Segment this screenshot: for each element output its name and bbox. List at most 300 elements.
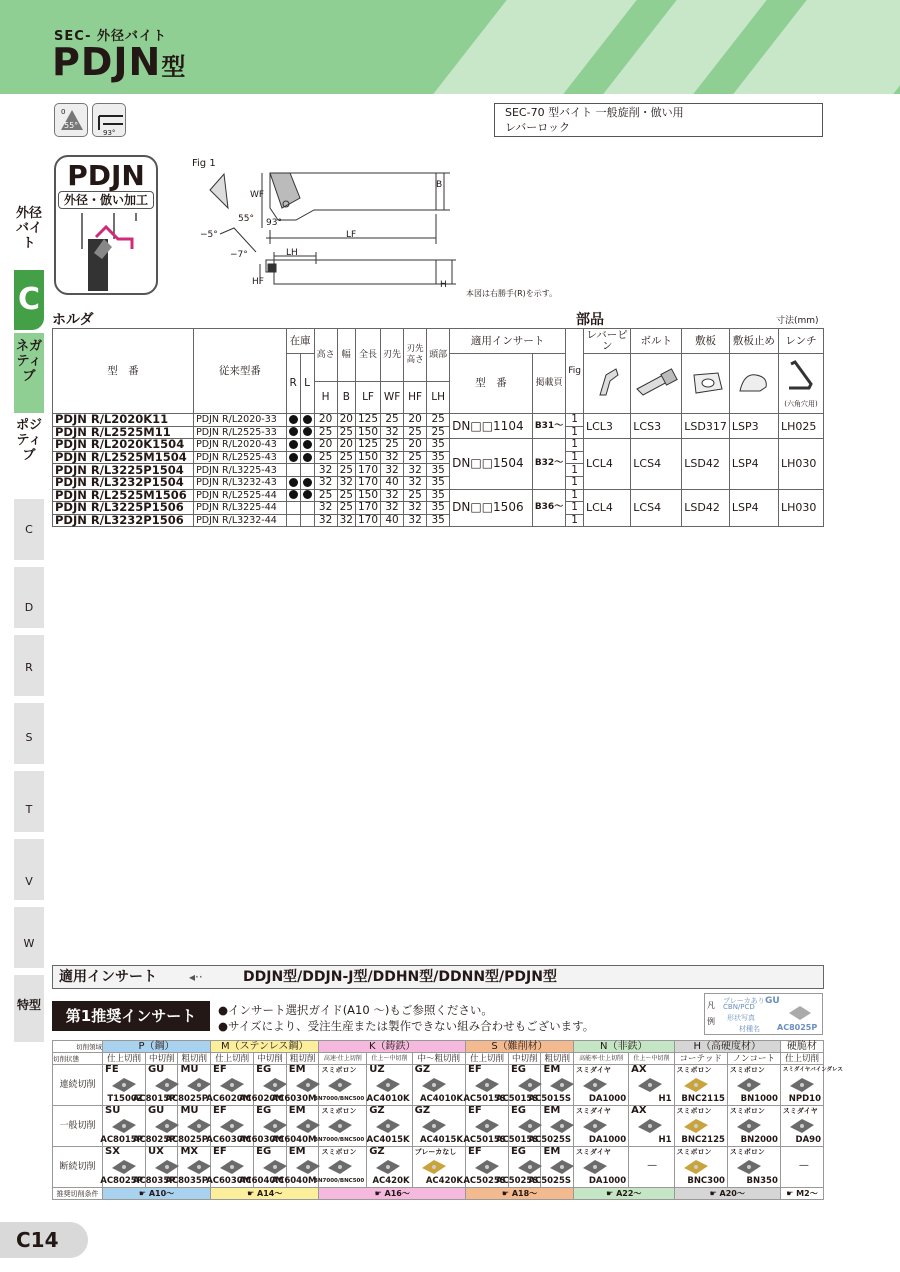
grade-name: AC8035P [132,1176,176,1186]
insert-cell[interactable] [528,1064,574,1106]
cell-lh: 25 [427,426,450,439]
insert-cell[interactable] [727,1065,780,1106]
breaker-code: UZ [369,1064,385,1075]
cell-l [300,451,314,464]
grade-name: BN7000/BNC500 [313,1137,365,1143]
cell-b: 25 [337,426,355,439]
breaker-code: EF [213,1105,227,1116]
cell-lf: 170 [355,514,380,527]
sidebar-special[interactable]: 特型 [14,974,44,1042]
grade-name: AC8025P [165,1094,209,1104]
cutting-range-header: 中切削 [145,1053,178,1065]
cutting-range-header: 中〜粗切削 [412,1053,465,1065]
cell-clamp: LSP4 [729,489,778,527]
sidebar-tab-r[interactable]: R [14,634,44,696]
cell-wf: 25 [381,414,404,427]
series-subtitle: SEC- 外径バイト [54,29,168,44]
grade-name: AC6040M [271,1176,317,1186]
material-header: K（鋳鉄） [319,1041,466,1053]
cell-b: 32 [337,476,355,489]
breaker-code: EF [213,1146,227,1157]
sidebar-tab-v[interactable]: V [14,838,44,900]
insert-cell[interactable] [727,1147,780,1188]
grade-name: AC6040M [238,1176,284,1186]
cell-hf: 25 [404,451,427,464]
cell-h: 25 [314,489,337,502]
cell-h: 32 [314,464,337,477]
breaker-code: MU [180,1064,199,1075]
cell-hf: 20 [404,414,427,427]
cell-l [300,476,314,489]
grade-name: AC6030M [206,1135,252,1145]
breaker-code: — [647,1160,658,1171]
material-header: P（鋼） [103,1041,211,1053]
cell-l [300,502,314,515]
cell-r [286,414,300,427]
insert-photo-icon [789,1117,815,1135]
insert-photo-icon [474,1076,500,1094]
cell-r [286,426,300,439]
cutting-condition-link[interactable]: ☛ A16〜 [319,1188,466,1200]
insert-cell[interactable] [674,1147,727,1188]
grade-name: AC5015S [495,1135,539,1145]
cell-model: PDJN R/L2525M11 [53,426,194,439]
section-holder: ホルダ [52,312,94,328]
cell-page[interactable]: B32〜 [532,439,565,489]
sidebar-positive[interactable]: ポジティブ [15,418,42,463]
cell-old: PDJN R/L2525-33 [194,426,287,439]
approach-93-badge-icon [92,103,126,137]
insert-photo-icon [295,1158,321,1176]
lever-pin-icon [583,354,630,414]
bolt-icon [631,354,682,414]
cell-r [286,476,300,489]
breaker-code: スミボロン [321,1107,357,1115]
cell-hf: 25 [404,426,427,439]
breaker-code: スミボロン [729,1148,765,1156]
sidebar-tab-s[interactable]: S [14,702,44,764]
grade-name: BN7000/BNC500 [313,1178,365,1184]
cell-wf: 25 [381,439,404,452]
dim-55: 55° [238,214,254,224]
insert-cell[interactable] [313,1147,367,1188]
breaker-code: スミボロン [676,1148,712,1156]
insert-cell[interactable] [674,1106,727,1147]
grade-name: AC8025P [132,1135,176,1145]
cell-h: 25 [314,426,337,439]
cell-lf: 125 [355,414,380,427]
cell-old: PDJN R/L3232-43 [194,476,287,489]
sidebar-c-tab[interactable]: C [14,270,44,330]
grade-name: BNC300 [687,1176,725,1186]
insert-cell[interactable] [574,1065,629,1106]
sidebar-negative[interactable]: ネガティブ [14,333,44,413]
insert-cell[interactable] [629,1065,674,1106]
cell-lever: LCL4 [583,439,630,489]
grade-name: AC4015K [366,1135,410,1145]
breaker-code: GU [147,1064,165,1075]
cutting-condition-link[interactable]: ☛ A20〜 [674,1188,780,1200]
insert-photo-icon [421,1076,447,1094]
cutting-condition-link[interactable]: ☛ A10〜 [103,1188,211,1200]
breaker-code: EM [288,1105,306,1116]
stock-dot-icon [303,453,312,462]
cell-model: PDJN R/L2525M1504 [53,451,194,464]
insert-photo-icon [111,1117,137,1135]
cell-h: 25 [314,451,337,464]
stock-dot-icon [303,415,312,424]
grade-name: NPD10 [788,1094,821,1104]
cutting-range-header: 粗切削 [178,1053,211,1065]
grade-name: AC4015K [419,1135,463,1145]
insert-photo-icon [549,1158,575,1176]
breaker-code: スミボロン [729,1066,765,1074]
insert-cell[interactable] [629,1106,674,1147]
insert-photo-icon [683,1117,709,1135]
insert-cell[interactable] [412,1106,465,1147]
cell-page[interactable]: B36〜 [532,489,565,527]
seat-icon [682,354,730,414]
cutting-condition-link[interactable]: ☛ A22〜 [574,1188,675,1200]
cell-l [300,414,314,427]
cell-model: PDJN R/L2525M1506 [53,489,194,502]
cell-lh: 35 [427,489,450,502]
section-parts: 部品 [576,312,604,328]
breaker-code: EG [256,1105,272,1116]
cell-wf: 32 [381,464,404,477]
cell-fig: 1 [566,464,584,477]
cutting-condition-link[interactable]: ☛ A18〜 [466,1188,574,1200]
breaker-code: スミボロン [676,1107,712,1115]
description-box: SEC-70 型バイト 一般旋削・倣い用 レバーロック [494,103,823,137]
cell-hf: 20 [404,439,427,452]
insert-photo-icon [327,1117,353,1135]
grade-name: AC5025S [463,1176,506,1186]
grade-name: AC5025S [528,1135,572,1145]
insert-photo-icon [736,1117,762,1135]
grade-name: AC4010K [366,1094,410,1104]
grade-name: H1 [658,1094,672,1104]
cell-old: PDJN R/L2020-33 [194,414,287,427]
clamp-icon [729,354,778,414]
cell-model: PDJN R/L3232P1506 [53,514,194,527]
page-number: C14 [0,1222,88,1258]
stock-dot-icon [289,427,298,436]
insert-photo-icon [186,1158,212,1176]
stock-dot-icon [303,440,312,449]
cell-r [286,502,300,515]
grade-name: AC5025S [495,1176,539,1186]
grade-name: AC6030M [271,1094,317,1104]
insert-cell[interactable] [367,1106,412,1147]
grade-name: DA1000 [588,1135,627,1145]
grade-name: AC6040M [271,1135,317,1145]
cell-wf: 32 [381,451,404,464]
dim-minus7: −7° [230,250,248,260]
insert-photo-icon [474,1158,500,1176]
cell-h: 32 [314,502,337,515]
cell-r [286,489,300,502]
sidebar-outer-bite[interactable]: 外径バイト [15,206,42,251]
stock-dot-icon [289,490,298,499]
cell-wf: 32 [381,489,404,502]
breaker-code: GZ [369,1105,385,1116]
material-header: S（難削材） [466,1041,574,1053]
cell-b: 25 [337,451,355,464]
breaker-code: スミボロン [729,1107,765,1115]
insert-cell[interactable] [780,1147,823,1188]
page-header [0,0,900,94]
material-header: H（高硬度材） [674,1041,780,1053]
grade-name: BN1000 [740,1094,778,1104]
cell-seat: LSD317 [682,414,730,439]
grade-name: AC5015S [463,1094,506,1104]
cell-old: PDJN R/L3225-43 [194,464,287,477]
cell-seat: LSD42 [682,489,730,527]
insert-cell[interactable] [313,1065,367,1106]
cell-fig: 1 [566,514,584,527]
sidebar-tab-d[interactable]: D [14,566,44,628]
cell-r [286,464,300,477]
breaker-code: EM [543,1064,561,1075]
stock-dot-icon [289,453,298,462]
breaker-code: EG [510,1105,526,1116]
breaker-code: スミボロン [321,1148,357,1156]
cutting-range-header: ノンコート [727,1053,780,1065]
insert-photo-icon [421,1117,447,1135]
cell-insert[interactable]: DN□□1504 [450,439,533,489]
breaker-code: スミダイヤ [576,1107,611,1115]
cell-h: 20 [314,439,337,452]
cell-model: PDJN R/L3225P1506 [53,502,194,515]
cell-insert[interactable]: DN□□1104 [450,414,533,439]
dim-93: 93° [266,218,282,228]
insert-photo-icon [186,1076,212,1094]
cell-insert[interactable]: DN□□1506 [450,489,533,527]
cell-b: 20 [337,439,355,452]
dim-minus5: −5° [200,230,218,240]
breaker-code: スミボロン [676,1066,712,1074]
bullet-size: ●サイズにより、受注生産または製作できない組み合わせもございます。 [218,1019,595,1033]
cell-fig: 1 [566,489,584,502]
insert-photo-icon [582,1158,608,1176]
breaker-code: MX [180,1146,199,1157]
insert-cell[interactable] [674,1065,727,1106]
material-header: N（非鉄） [574,1041,675,1053]
insert-photo-icon [262,1117,288,1135]
insert-cell[interactable] [412,1065,465,1106]
insert-photo-icon [736,1076,762,1094]
insert-photo-icon [517,1158,543,1176]
cell-fig: 1 [566,439,584,452]
cutting-range-header: コーテッド [674,1053,727,1065]
cell-b: 20 [337,414,355,427]
svg-text:0: 0 [61,108,66,116]
insert-cell[interactable] [313,1106,367,1147]
cell-bolt: LCS4 [631,489,682,527]
svg-text:55°: 55° [64,121,79,130]
cell-lever: LCL4 [583,489,630,527]
insert-photo-icon [683,1076,709,1094]
grade-name: DA1000 [588,1176,627,1186]
cell-fig: 1 [566,414,584,427]
grade-name: AC5015S [463,1135,506,1145]
cell-l [300,514,314,527]
cell-old: PDJN R/L2020-43 [194,439,287,452]
cell-bolt: LCS4 [631,439,682,489]
cutting-range-header: 仕上切削 [211,1053,254,1065]
insert-photo-icon [327,1158,353,1176]
sidebar-tab-w[interactable]: W [14,906,44,968]
insert-cell[interactable] [574,1106,629,1147]
insert-cell[interactable] [629,1147,674,1188]
grade-name: AC6020M [238,1094,284,1104]
holder-drawing [190,168,470,298]
insert-photo-icon [327,1076,353,1094]
svg-text:93°: 93° [103,129,116,137]
cell-wrench: LH030 [779,489,824,527]
grade-name: AC6030M [238,1135,284,1145]
breaker-code: GZ [414,1064,431,1075]
holder-table: 型 番 従来型番 在庫 高さ 幅 全長 刃先 刃先高さ 頭部 適用インサート Fig レバーピン ボルト 敷板 敷板止め レンチ R L 型 番 掲載頁 (六角穴用) H B LF WF HF LH PDJN R/L2020K11 PDJN R/L2020-33 20 20 125 25 20 25 DN□□1104 B31〜 1 LCL3 LCS3 LSD317 LSP3 LH025 PDJN R/L2525M11 PDJN R/L2525-33 25 25 150 32 25 25 1 PDJN R/L2020K1504 PDJN R/L2020-43 20 20 125 25 20 35 DN□□1504 B32〜 1 LCL4 LCS4 LSD42 LSP4 LH030 PDJN R/L2525M1504 PDJN R/L2525-43 25 25 150 32 25 35 1 PDJN R/L3225P1504 PDJN R/L3225-43 32 25 170 32 32 35 1 PDJN R/L3232P1504 PDJN R/L3232-43 32 32 170 40 32 35 1 PDJN R/L2525M1506 PDJN R/L2525-44 25 25 150 32 25 35 DN□□1506 B36〜 1 LCL4 LCS4 LSD42 LSP4 LH030 PDJN R/L3225P1506 PDJN R/L3225-44 32 25 170 32 32 35 1 PDJN R/L3232P1506 PDJN R/L3232-44 32 32 170 40 32 35 1 [52,328,824,527]
sidebar-tab-c[interactable]: C [14,498,44,560]
cell-model: PDJN R/L2020K11 [53,414,194,427]
wrench-icon: (六角穴用) [779,354,824,414]
cutting-condition-link[interactable]: ☛ M2〜 [780,1188,823,1200]
insert-photo-icon [186,1117,212,1135]
cutting-range-header: 粗切削 [541,1053,574,1065]
recommended-insert-label: 第1推奨インサート [52,1001,210,1031]
cell-bolt: LCS3 [631,414,682,439]
insert-cell[interactable] [574,1147,629,1188]
grade-name: AC8025P [165,1135,209,1145]
cell-l [300,426,314,439]
cell-fig: 1 [566,502,584,515]
breaker-code: GU [147,1105,165,1116]
insert-cell[interactable] [528,1105,574,1147]
insert-photo-icon [219,1117,245,1135]
cell-lh: 35 [427,464,450,477]
sidebar-tab-t[interactable]: T [14,770,44,832]
grade-name: BNC2115 [681,1094,725,1104]
cell-lf: 125 [355,439,380,452]
cell-old: PDJN R/L3232-44 [194,514,287,527]
grade-name: DA90 [795,1135,821,1145]
breaker-code: — [798,1160,809,1171]
cell-model: PDJN R/L3232P1504 [53,476,194,489]
insert-section-title: 適用インサート ◂·· DDJN型/DDJN-J型/DDHN型/DDNN型/PDJN型 [52,965,824,989]
breaker-code: EM [543,1105,561,1116]
insert-photo-icon [637,1076,663,1094]
holder-silhouette-icon [66,213,148,291]
cell-fig: 1 [566,476,584,489]
insert-cell[interactable] [780,1065,843,1106]
insert-photo-icon [549,1117,575,1135]
insert-cell[interactable] [780,1106,823,1147]
cell-hf: 32 [404,476,427,489]
cell-l [300,439,314,452]
cell-h: 32 [314,476,337,489]
grade-name: BN350 [746,1176,778,1186]
cell-h: 20 [314,414,337,427]
cell-b: 25 [337,502,355,515]
breaker-code: スミダイヤバインダレス [782,1067,843,1073]
breaker-code: スミボロン [321,1066,357,1074]
cell-fig: 1 [566,451,584,464]
corner-bottom: 切削状態 [53,1053,103,1065]
cell-wrench: LH025 [779,414,824,439]
insert-cell[interactable] [367,1147,412,1188]
cell-page[interactable]: B31〜 [532,414,565,439]
dim-b: B [436,180,443,190]
breaker-code: スミダイヤ [782,1107,818,1115]
insert-photo-icon [474,1117,500,1135]
breaker-code: EM [288,1064,306,1075]
cutting-state-label: 連続切削 [53,1065,103,1106]
grade-name: BN7000/BNC500 [313,1096,365,1102]
breaker-code: EG [256,1146,272,1157]
insert-photo-icon [637,1117,663,1135]
stock-dot-icon [289,415,298,424]
cell-seat: LSD42 [682,439,730,489]
cell-wf: 40 [381,514,404,527]
breaker-code: AX [631,1105,647,1116]
cell-lever: LCL3 [583,414,630,439]
insert-photo-icon [517,1117,543,1135]
cutting-condition-link[interactable]: ☛ A14〜 [211,1188,319,1200]
material-header: M（ステンレス鋼） [211,1041,319,1053]
insert-photo-icon [683,1158,709,1176]
cutting-range-header: 仕上切削 [103,1053,146,1065]
insert-photo-icon [262,1076,288,1094]
cell-wf: 32 [381,502,404,515]
breaker-code: SU [105,1105,121,1116]
insert-photo-icon [219,1158,245,1176]
cutting-range-header: 仕上切削 [466,1053,509,1065]
insert-photo-icon [789,1076,815,1094]
grade-name: AC420K [425,1176,463,1186]
breaker-code: スミダイヤ [576,1148,611,1156]
cutting-range-header: 仕上〜中切削 [629,1053,674,1065]
cell-wrench: LH030 [779,439,824,489]
insert-cell[interactable] [412,1147,465,1188]
cell-clamp: LSP3 [729,414,778,439]
cell-old: PDJN R/L2525-44 [194,489,287,502]
grade-name: BNC2125 [681,1135,725,1145]
breaker-code: EF [213,1064,227,1075]
breaker-code: EG [510,1064,526,1075]
cell-old: PDJN R/L3225-44 [194,502,287,515]
pdjn-logo: PDJN 外径・倣い加工 [54,155,158,295]
cell-fig: 1 [566,426,584,439]
corner-top: 切削領域 [53,1041,103,1053]
cutting-range-header: 粗切削 [286,1053,319,1065]
grade-name: AC5015S [495,1094,539,1104]
dim-wf: WF [250,190,265,200]
breaker-code: AX [631,1064,647,1075]
cell-lf: 150 [355,489,380,502]
grade-name: AC5015S [528,1094,572,1104]
insert-cell[interactable] [528,1146,574,1188]
insert-cell[interactable] [727,1106,780,1147]
cell-old: PDJN R/L2525-43 [194,451,287,464]
breaker-code: FE [105,1064,119,1075]
cell-model: PDJN R/L3225P1504 [53,464,194,477]
insert-cell[interactable] [367,1065,412,1106]
breaker-code: EM [288,1146,306,1157]
cutting-range-header: 高能率·仕上切削 [574,1053,629,1065]
grade-name: AC8025P [100,1176,143,1186]
